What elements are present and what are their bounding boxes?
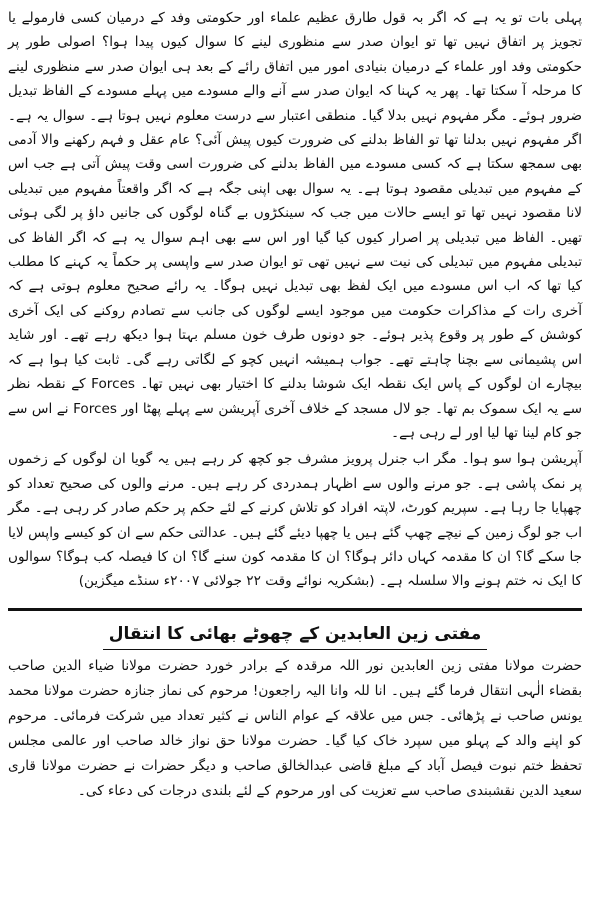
news-headline (8, 619, 582, 650)
news-headline-text: مفتی زین العابدین کے چھوٹے بھائی کا انتقال (103, 619, 488, 650)
news-body: حضرت مولانا مفتی زین العابدین نور اللہ مرقدہ کے برادر خورد حضرت مولانا ضیاء الدین صاحب بقضاء الٰہی انتقال فرما گئے ہیں۔ انا للہ وانا الیہ راجعون! مرحوم کی نماز جنازہ حضرت مولانا محمد یونس صاحب نے پڑھائی۔ جس میں علاقہ کے عوام الناس نے کثیر تعداد میں شرکت فرمائی۔ مرحوم کو اپنے والد کے پہلو میں سپرد خاک کیا گیا۔ حضرت مولانا حق نواز خالد صاحب اور عالمی مجلس تحفظ ختم نبوت فیصل آباد کے مبلغ قاضی عبدالخالق صاحب و دیگر حضرات نے حضرت مولانا قاری سعید الدین نقشبندی صاحب سے تعزیت کی اور مرحوم کے لئے بلندی درجات کی دعاء کی۔ (8, 657, 582, 799)
section-divider (8, 608, 582, 611)
article-body (8, 6, 582, 594)
article-paragraph: آپریشن ہوا سو ہوا۔ مگر اب جنرل پرویز مشرف جو کچھ کر رہے ہیں یہ گویا ان لوگوں کے زخموں پر نمک پاشی ہے۔ جو مرنے والوں سے اظہار ہمدردی کر رہے ہیں۔ مرنے والوں کی صحیح تعداد کو چھپایا جا رہا ہے۔ سپریم کورٹ، لاپتہ افراد کو تلاش کرنے کے لئے حکم پر حکم صادر کر رہی ہے۔ مگر اب جو لوگ زمین کے نیچے چھپ گئے ہیں یا چھپا دیئے گئے ہیں۔ عدالتی حکم سے ان کو کیسے واپس لایا جا سکے گا؟ ان کا مقدمہ کہاں دائر ہوگا؟ ان کا مقدمہ کون سنے گا؟ ان کا فیصلہ کب ہوگا؟ سوالوں کا ایک نہ ختم ہونے والا سلسلہ ہے۔ (بشکریہ نوائے وقت ۲۲ جولائی ۲۰۰۷ء سنڈے میگزین) (8, 451, 582, 590)
article-paragraph: پہلی بات تو یہ ہے کہ اگر بہ قول طارق عظیم علماء اور حکومتی وفد کے درمیان کسی فارمولے یا تجویز پر اتفاق نہیں تھا تو ایوان صدر سے منظوری لینے کا سوال کیوں پیدا ہوا؟ اصولی طور پر حکومتی وفد اور علماء کے درمیان بنیادی امور میں اتفاق رائے کے بعد ہی ایوان صدر سے منظوری لینے کا مرحلہ آ سکتا تھا۔ پھر یہ کہنا کہ ایوان صدر سے آنے والے مسودے میں پہلے مسودے کے الفاظ تبدیل ضرور ہوئے۔ مگر مفہوم نہیں بدلا گیا۔ منطقی اعتبار سے درست معلوم نہیں ہوتا ہے۔ سوال یہ ہے۔ اگر مفہوم نہیں بدلنا تھا تو الفاظ بدلنے کی ضرورت کیوں پیش آئی؟ عام عقل و فہم رکھنے والا آدمی بھی سمجھ سکتا ہے کہ کسی مسودے میں الفاظ بدلنے کی ضرورت اسی وقت پیش آتی ہے جب اس کے مفہوم میں تبدیلی مقصود ہوتا ہے۔ یہ سوال بھی اپنی جگہ ہے کہ اگر واقعتاً مفہوم میں تبدیلی لانا مقصود نہیں تھا تو ایسے حالات میں جب کہ سینکڑوں بے گناہ لوگوں کی جانیں داؤ پر لگی ہوئی تھیں۔ الفاظ میں تبدیلی پر اصرار کیوں کیا گیا اور اس سے بھی اہم سوال یہ ہے کہ اگر الفاظ کی تبدیلی مفہوم میں تبدیلی کی نیت سے نہیں تھی تو ایوان صدر سے واپسی پر حکماً یہ کہنے کا مطلب کیا تھا کہ اب اس مسودے میں ایک لفظ بھی تبدیل نہیں ہوگا۔ یہ رائے صحیح معلوم ہوتی ہے کہ آخری رات کے مذاکرات حکومت میں موجود ایسے لوگوں کی جانب سے تصادم روکنے کی ایک آخری کوشش کے طور پر وقوع پذیر ہوئے۔ جو دونوں طرف خون مسلم بہتا ہوا دیکھ رہے تھے۔ اور شاید اس پشیمانی سے بچنا چاہتے تھے۔ جواب ہمیشہ انہیں کچو کے لگاتی رہے گی۔ ثابت کیا ہوا ہے کہ بیچارے ان لوگوں کے پاس ایک نقطہ ایک شوشا بدلنے کا اختیار بھی نہیں تھا۔ Forces کے نقطہ نظر سے یہ ایک سموک بم تھا۔ جو لال مسجد کے خلاف آخری آپریشن سے پہلے پھٹا اور Forces نے اس سے جو کام لینا تھا لیا اور لے رہی ہے۔ (8, 10, 582, 441)
